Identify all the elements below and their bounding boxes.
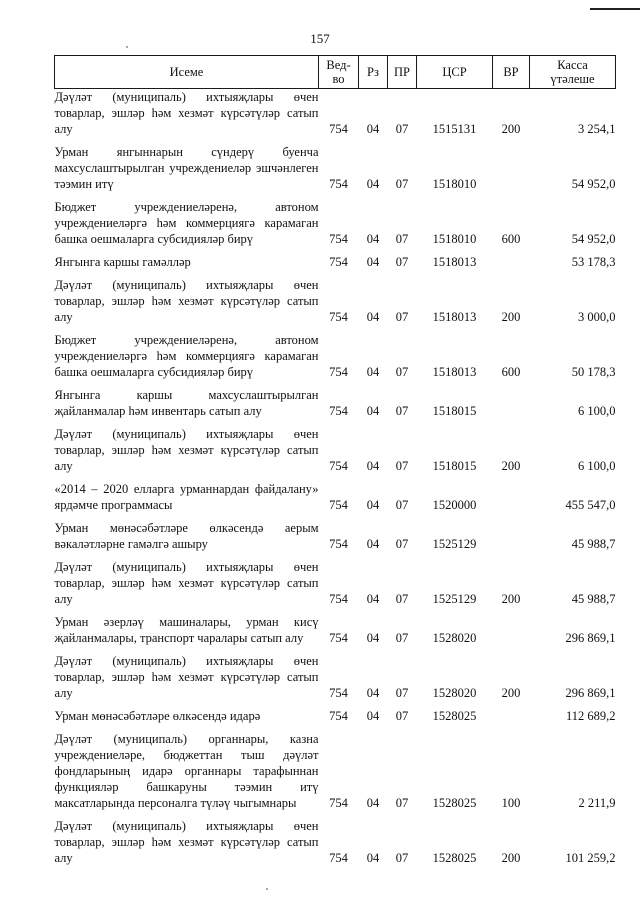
table-row	[55, 481, 616, 520]
table-row	[55, 89, 616, 145]
table-row	[55, 277, 616, 332]
table-row	[55, 818, 616, 873]
cell-name: Урман мөнәсәбәтләре өлкәсендә идарә	[54, 709, 261, 723]
cell-vr	[493, 520, 530, 559]
cell-rz: 04	[366, 709, 380, 723]
table-row	[55, 387, 616, 426]
cell-pr: 07	[395, 459, 409, 473]
cell-csr: 1525129	[432, 592, 477, 606]
table-row	[55, 708, 616, 731]
cell-kassa: 50 178,3	[571, 365, 616, 379]
cell-rz: 04	[366, 498, 380, 512]
cell-rz: 04	[366, 310, 380, 324]
cell-vr: 200	[501, 122, 521, 136]
cell-vr: 600	[501, 232, 521, 246]
cell-pr: 07	[395, 177, 409, 191]
cell-name: «2014 – 2020 елларга урманнардан файдалану» ярдәмче программасы	[54, 482, 319, 512]
page-number: 157	[310, 31, 330, 46]
cell-vr: 200	[501, 310, 521, 324]
cell-ved: 754	[329, 365, 348, 379]
cell-vr: 100	[501, 796, 521, 810]
cell-name: Дәүләт (муниципаль) ихтыяҗлары өчен товарлар, эшләр һәм хезмәт күрсәтүләр сатып алу	[54, 90, 319, 136]
cell-ved: 754	[329, 686, 348, 700]
col-header-name: Исеме	[55, 56, 319, 89]
cell-kassa: 112 689,2	[565, 709, 616, 723]
cell-kassa: 6 100,0	[578, 459, 616, 473]
cell-csr: 1518010	[432, 177, 477, 191]
table-row	[55, 332, 616, 387]
cell-kassa: 45 988,7	[571, 592, 616, 606]
cell-kassa: 296 869,1	[565, 631, 616, 645]
cell-ved: 754	[329, 177, 348, 191]
cell-kassa: 3 000,0	[578, 310, 616, 324]
cell-csr: 1518013	[432, 365, 477, 379]
cell-name: Янгынга каршы махсуслаштырылган җайланмалар һәм инвентарь сатып алу	[54, 388, 319, 418]
cell-rz: 04	[366, 365, 380, 379]
cell-pr: 07	[395, 709, 409, 723]
cell-kassa: 101 259,2	[565, 851, 616, 865]
cell-csr: 1515131	[432, 122, 477, 136]
cell-name: Дәүләт (муниципаль) ихтыяҗлары өчен товарлар, эшләр һәм хезмәт күрсәтүләр сатып алу	[54, 278, 319, 324]
cell-name: Дәүләт (муниципаль) ихтыяҗлары өчен товарлар, эшләр һәм хезмәт күрсәтүләр сатып алу	[54, 654, 319, 700]
cell-csr: 1525129	[432, 537, 477, 551]
cell-pr: 07	[395, 537, 409, 551]
table-row	[55, 614, 616, 653]
cell-ved: 754	[329, 631, 348, 645]
cell-ved: 754	[329, 709, 348, 723]
table-row	[55, 254, 616, 277]
cell-ved: 754	[329, 796, 348, 810]
table-row	[55, 199, 616, 254]
cell-pr: 07	[395, 404, 409, 418]
table-body	[55, 89, 616, 874]
corner-scan-mark	[590, 8, 640, 10]
cell-csr: 1520000	[432, 498, 477, 512]
cell-name: Урман мөнәсәбәтләре өлкәсендә аерым вәкаләтләрне гамәлгә ашыру	[54, 521, 319, 551]
cell-rz: 04	[366, 796, 380, 810]
cell-rz: 04	[366, 232, 380, 246]
cell-csr: 1528020	[432, 631, 477, 645]
cell-pr: 07	[395, 686, 409, 700]
cell-kassa: 6 100,0	[578, 404, 616, 418]
cell-csr: 1518015	[432, 404, 477, 418]
cell-ved: 754	[329, 232, 348, 246]
cell-rz: 04	[366, 122, 380, 136]
cell-pr: 07	[395, 851, 409, 865]
cell-kassa: 455 547,0	[565, 498, 616, 512]
table-row	[55, 653, 616, 708]
cell-name: Дәүләт (муниципаль) ихтыяҗлары өчен товарлар, эшләр һәм хезмәт күрсәтүләр сатып алу	[54, 819, 319, 865]
cell-vr	[493, 708, 530, 731]
table-row	[55, 144, 616, 199]
cell-name: Бюджет учреждениеләренә, автоном учреждениеләргә һәм коммерциягә карамаган башка оешмаларга субсидияләр бирү	[54, 200, 319, 246]
cell-ved: 754	[329, 122, 348, 136]
cell-name: Урман янгыннарын сүндерү буенча махсуслаштырылган учреждениеләр эшчәнлеген тәэмин итү	[54, 145, 319, 191]
cell-pr: 07	[395, 232, 409, 246]
col-header-pr: ПР	[388, 56, 417, 89]
cell-pr: 07	[395, 592, 409, 606]
cell-csr: 1518015	[432, 459, 477, 473]
cell-csr: 1528025	[432, 796, 477, 810]
cell-rz: 04	[366, 459, 380, 473]
col-header-csr: ЦСР	[417, 56, 493, 89]
table-row	[55, 426, 616, 481]
cell-ved: 754	[329, 498, 348, 512]
cell-csr: 1528020	[432, 686, 477, 700]
cell-pr: 07	[395, 255, 409, 269]
cell-vr	[493, 387, 530, 426]
cell-csr: 1528025	[432, 851, 477, 865]
cell-rz: 04	[366, 592, 380, 606]
cell-vr	[493, 254, 530, 277]
cell-pr: 07	[395, 310, 409, 324]
scan-speck	[266, 888, 268, 890]
cell-vr: 600	[501, 365, 521, 379]
col-header-ved: Вед- во	[319, 56, 359, 89]
cell-vr	[493, 144, 530, 199]
cell-pr: 07	[395, 631, 409, 645]
cell-rz: 04	[366, 404, 380, 418]
col-header-vr: ВР	[493, 56, 530, 89]
cell-kassa: 53 178,3	[571, 255, 616, 269]
cell-name: Дәүләт (муниципаль) ихтыяҗлары өчен товарлар, эшләр һәм хезмәт күрсәтүләр сатып алу	[54, 427, 319, 473]
cell-vr: 200	[501, 686, 521, 700]
cell-kassa: 45 988,7	[571, 537, 616, 551]
cell-pr: 07	[395, 796, 409, 810]
cell-kassa: 54 952,0	[571, 177, 616, 191]
cell-ved: 754	[329, 255, 348, 269]
cell-name: Дәүләт (муниципаль) ихтыяҗлары өчен товарлар, эшләр һәм хезмәт күрсәтүләр сатып алу	[54, 560, 319, 606]
cell-csr: 1518010	[432, 232, 477, 246]
cell-csr: 1528025	[432, 709, 477, 723]
cell-pr: 07	[395, 498, 409, 512]
cell-ved: 754	[329, 851, 348, 865]
cell-rz: 04	[366, 537, 380, 551]
cell-vr: 200	[501, 851, 521, 865]
cell-rz: 04	[366, 177, 380, 191]
cell-kassa: 3 254,1	[578, 122, 616, 136]
cell-rz: 04	[366, 255, 380, 269]
cell-rz: 04	[366, 686, 380, 700]
table-row	[55, 520, 616, 559]
cell-name: Дәүләт (муниципаль) органнары, казна учреждениеләре, бюджеттан тыш дәүләт фондларының идарә органнары тарафыннан функцияләр башкаруны тәэмин итү максатларында персоналга түләү чыгымнары	[54, 732, 319, 810]
cell-csr: 1518013	[432, 255, 477, 269]
cell-ved: 754	[329, 310, 348, 324]
cell-vr: 200	[501, 459, 521, 473]
cell-csr: 1518013	[432, 310, 477, 324]
cell-rz: 04	[366, 631, 380, 645]
cell-kassa: 2 211,9	[578, 796, 616, 810]
table-row	[55, 731, 616, 818]
cell-pr: 07	[395, 122, 409, 136]
cell-vr	[493, 614, 530, 653]
cell-name: Урман әзерләү машиналары, урман кисү җайланмалары, транспорт чаралары сатып алу	[54, 615, 319, 645]
cell-kassa: 54 952,0	[571, 232, 616, 246]
cell-rz: 04	[366, 851, 380, 865]
cell-ved: 754	[329, 404, 348, 418]
cell-vr	[493, 481, 530, 520]
cell-ved: 754	[329, 592, 348, 606]
table-row	[55, 559, 616, 614]
table-header-row	[55, 56, 616, 89]
cell-vr: 200	[501, 592, 521, 606]
cell-name: Бюджет учреждениеләренә, автоном учреждениеләргә һәм коммерциягә карамаган башка оешмаларга субсидияләр бирү	[54, 333, 319, 379]
col-header-kassa: Касса үтәлеше	[530, 56, 616, 89]
cell-name: Янгынга каршы гамәлләр	[54, 255, 191, 269]
cell-ved: 754	[329, 459, 348, 473]
col-header-rz: Рз	[359, 56, 388, 89]
budget-table	[54, 55, 616, 873]
cell-kassa: 296 869,1	[565, 686, 616, 700]
scan-speck	[126, 46, 128, 48]
cell-pr: 07	[395, 365, 409, 379]
cell-ved: 754	[329, 537, 348, 551]
